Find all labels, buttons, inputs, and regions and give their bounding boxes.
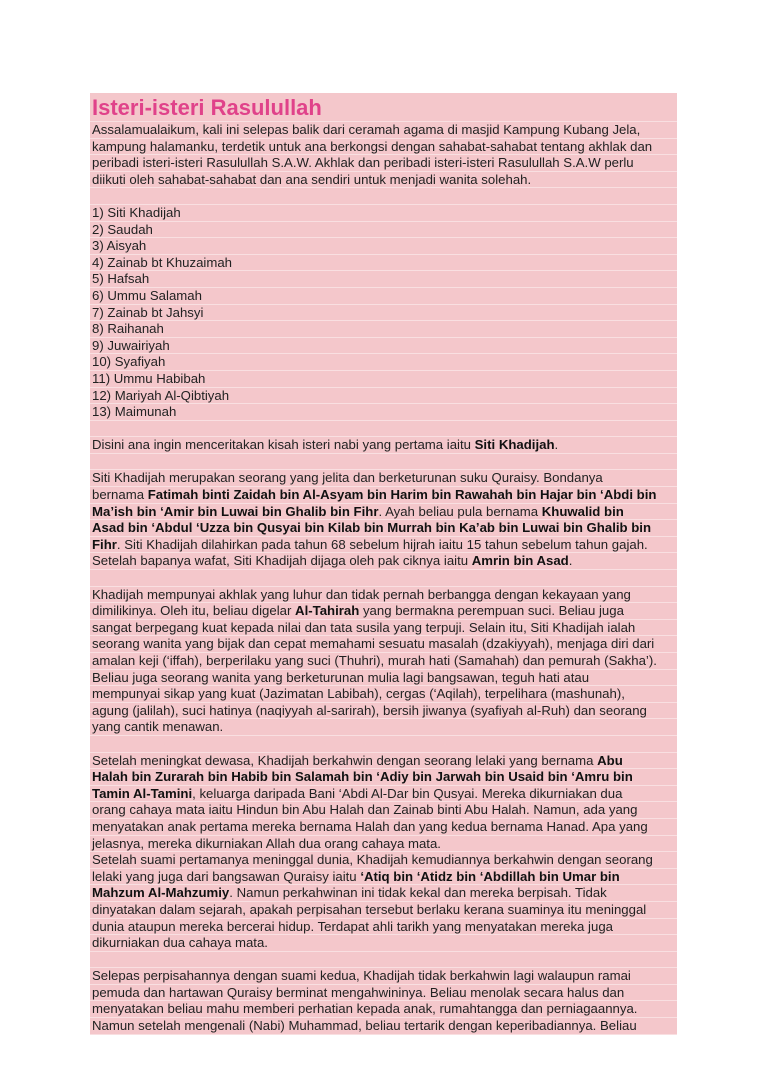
paragraph-line: Namun setelah mengenali (Nabi) Muhammad, beliau tertarik dengan keperibadiannya. Beliau (90, 1018, 677, 1035)
wife-list-item: 11) Ummu Habibah (90, 371, 677, 388)
paragraph-gap (90, 736, 677, 753)
wife-list-item: 3) Aisyah (90, 238, 677, 255)
paragraph-line: dimilikinya. Oleh itu, beliau digelar Al-Tahirah yang bermakna perempuan suci. Beliau juga (90, 603, 677, 620)
paragraph-line: menyatakan beliau mahu memberi perhatian kepada anak, rumahtangga dan perniagaannya. (90, 1001, 677, 1018)
paragraph-gap (90, 421, 677, 438)
paragraph-line: orang cahaya mata iaitu Hindun bin Abu Halah dan Zainab binti Abu Halah. Namun, ada yang (90, 802, 677, 819)
wife-list-item: 9) Juwairiyah (90, 338, 677, 355)
paragraph-line: agung (jalilah), suci hatinya (naqiyyah al-sarirah), bersih jiwanya (syafiyah al-Ruh) dan seorang (90, 703, 677, 720)
paragraph-line: pemuda dan hartawan Quraisy berminat mengahwininya. Beliau menolak secara halus dan (90, 985, 677, 1002)
paragraph-line (90, 769, 677, 786)
bold-name: Asad bin ‘Abdul ‘Uzza bin Qusyai bin Kilab bin Murrah bin Ka’ab bin Luwai bin Ghalib bin (92, 520, 652, 536)
wife-list-item: 1) Siti Khadijah (90, 205, 677, 222)
wife-list-item: 8) Raihanah (90, 321, 677, 338)
bold-name: Fihr (92, 536, 117, 552)
paragraph-line: Setelah bapanya wafat, Siti Khadijah dijaga oleh pak ciknya iaitu Amrin bin Asad. (90, 553, 677, 570)
wife-list-item: 6) Ummu Salamah (90, 288, 677, 305)
paragraph-gap (90, 188, 677, 205)
paragraph-line: dinyatakan dalam sejarah, apakah perpisahan tersebut berlaku kerana suaminya itu meninggal (90, 902, 677, 919)
paragraph-gap (90, 952, 677, 969)
wife-list-item: 2) Saudah (90, 222, 677, 239)
wife-list-item: 7) Zainab bt Jahsyi (90, 305, 677, 322)
paragraph-line: Tamin Al-Tamini, keluarga daripada Bani ‘Abdi Al-Dar bin Qusyai. Mereka dikurniakan dua (90, 786, 677, 803)
paragraph-line: Disini ana ingin menceritakan kisah isteri nabi yang pertama iaitu Siti Khadijah. (90, 437, 677, 454)
paragraph-line (90, 520, 677, 537)
paragraph-line: Mahzum Al-Mahzumiy. Namun perkahwinan ini tidak kekal dan mereka berpisah. Tidak (90, 885, 677, 902)
paragraph-gap (90, 570, 677, 587)
bold-name: Mahzum Al-Mahzumiy (92, 885, 230, 901)
paragraph-line: Beliau juga seorang wanita yang berketurunan mulia lagi bangsawan, teguh hati atau (90, 670, 677, 687)
paragraph-line: yang cantik menawan. (90, 719, 677, 736)
paragraph-line: Setelah suami pertamanya meninggal dunia, Khadijah kemudiannya berkahwin dengan seorang (90, 852, 677, 869)
bold-name: Fatimah binti Zaidah bin Al-Asyam bin Harim bin Rawahah bin Hajar bin ‘Abdi bin (147, 487, 657, 503)
paragraph-line: amalan keji (‘iffah), berperilaku yang suci (Thuhri), murah hati (Samahah) dan pemurah (Sakha’). (90, 653, 677, 670)
wife-list-item: 12) Mariyah Al-Qibtiyah (90, 388, 677, 405)
bold-name: Al-Tahirah (295, 603, 360, 619)
wife-list-item: 4) Zainab bt Khuzaimah (90, 255, 677, 272)
wife-list-item: 13) Maimunah (90, 404, 677, 421)
paragraph-line: lelaki yang juga dari bangsawan Quraisy iaitu ‘Atiq bin ‘Atidz bin ‘Abdillah bin Umar bin (90, 869, 677, 886)
intro-line: Assalamualaikum, kali ini selepas balik dari ceramah agama di masjid Kampung Kubang Jela, (90, 122, 677, 139)
paragraph-line: menyatakan anak pertama mereka bernama Halah dan yang kedua bernama Hanad. Apa yang (90, 819, 677, 836)
paragraph-line: seorang wanita yang bijak dan cepat memahami sesuatu masalah (dzakiyyah), menjaga diri dari (90, 636, 677, 653)
document-title: Isteri-isteri Rasulullah (90, 93, 677, 122)
paragraph-line: Ma’ish bin ‘Amir bin Luwai bin Ghalib bin Fihr. Ayah beliau pula bernama Khuwalid bin (90, 504, 677, 521)
bold-name: Ma’ish bin ‘Amir bin Luwai bin Ghalib bin Fihr (92, 503, 379, 519)
bold-name: ‘Atiq bin ‘Atidz bin ‘Abdillah bin Umar bin (360, 868, 620, 884)
bold-name: Amrin bin Asad (471, 553, 569, 569)
paragraph-line: mempunyai sikap yang kuat (Jazimatan Labibah), cergas (‘Aqilah), terpelihara (mashunah), (90, 686, 677, 703)
paragraph-line: dikurniakan dua cahaya mata. (90, 935, 677, 952)
intro-line: peribadi isteri-isteri Rasulullah S.A.W. Akhlak dan peribadi isteri-isteri Rasulullah S.A.W perlu (90, 155, 677, 172)
bold-name: Khuwalid bin (541, 503, 624, 519)
document-page (90, 93, 677, 1035)
intro-line: diikuti oleh sahabat-sahabat dan ana sendiri untuk menjadi wanita solehah. (90, 172, 677, 189)
paragraph-line: Selepas perpisahannya dengan suami kedua, Khadijah tidak berkahwin lagi walaupun ramai (90, 968, 677, 985)
paragraph-line: dunia ataupun mereka bercerai hidup. Terdapat ahli tarikh yang menyatakan mereka juga (90, 919, 677, 936)
bold-name: Tamin Al-Tamini (92, 785, 193, 801)
paragraph-line: bernama Fatimah binti Zaidah bin Al-Asyam bin Harim bin Rawahah bin Hajar bin ‘Abdi bin (90, 487, 677, 504)
wife-list-item: 10) Syafiyah (90, 354, 677, 371)
wife-list-item: 5) Hafsah (90, 271, 677, 288)
paragraph-gap (90, 454, 677, 471)
paragraph-line: Setelah meningkat dewasa, Khadijah berkahwin dengan seorang lelaki yang bernama Abu (90, 753, 677, 770)
paragraph-line: Siti Khadijah merupakan seorang yang jelita dan berketurunan suku Quraisy. Bondanya (90, 470, 677, 487)
paragraph-line: jelasnya, mereka dikurniakan Allah dua orang cahaya mata. (90, 836, 677, 853)
paragraph-line: Khadijah mempunyai akhlak yang luhur dan tidak pernah berbangga dengan kekayaan yang (90, 587, 677, 604)
paragraph-line: Fihr. Siti Khadijah dilahirkan pada tahun 68 sebelum hijrah iaitu 15 tahun sebelum tahun gajah. (90, 537, 677, 554)
bold-name: Halah bin Zurarah bin Habib bin Salamah bin ‘Adiy bin Jarwah bin Usaid bin ‘Amru bin (92, 769, 633, 785)
bold-name: Siti Khadijah (474, 437, 555, 453)
bold-name: Abu (597, 752, 623, 768)
intro-line: kampung halamanku, terdetik untuk ana berkongsi dengan sahabat-sahabat tentang akhlak dan (90, 139, 677, 156)
paragraph-line: sangat berpegang kuat kepada nilai dan tata susila yang terpuji. Selain itu, Siti Khadijah ialah (90, 620, 677, 637)
